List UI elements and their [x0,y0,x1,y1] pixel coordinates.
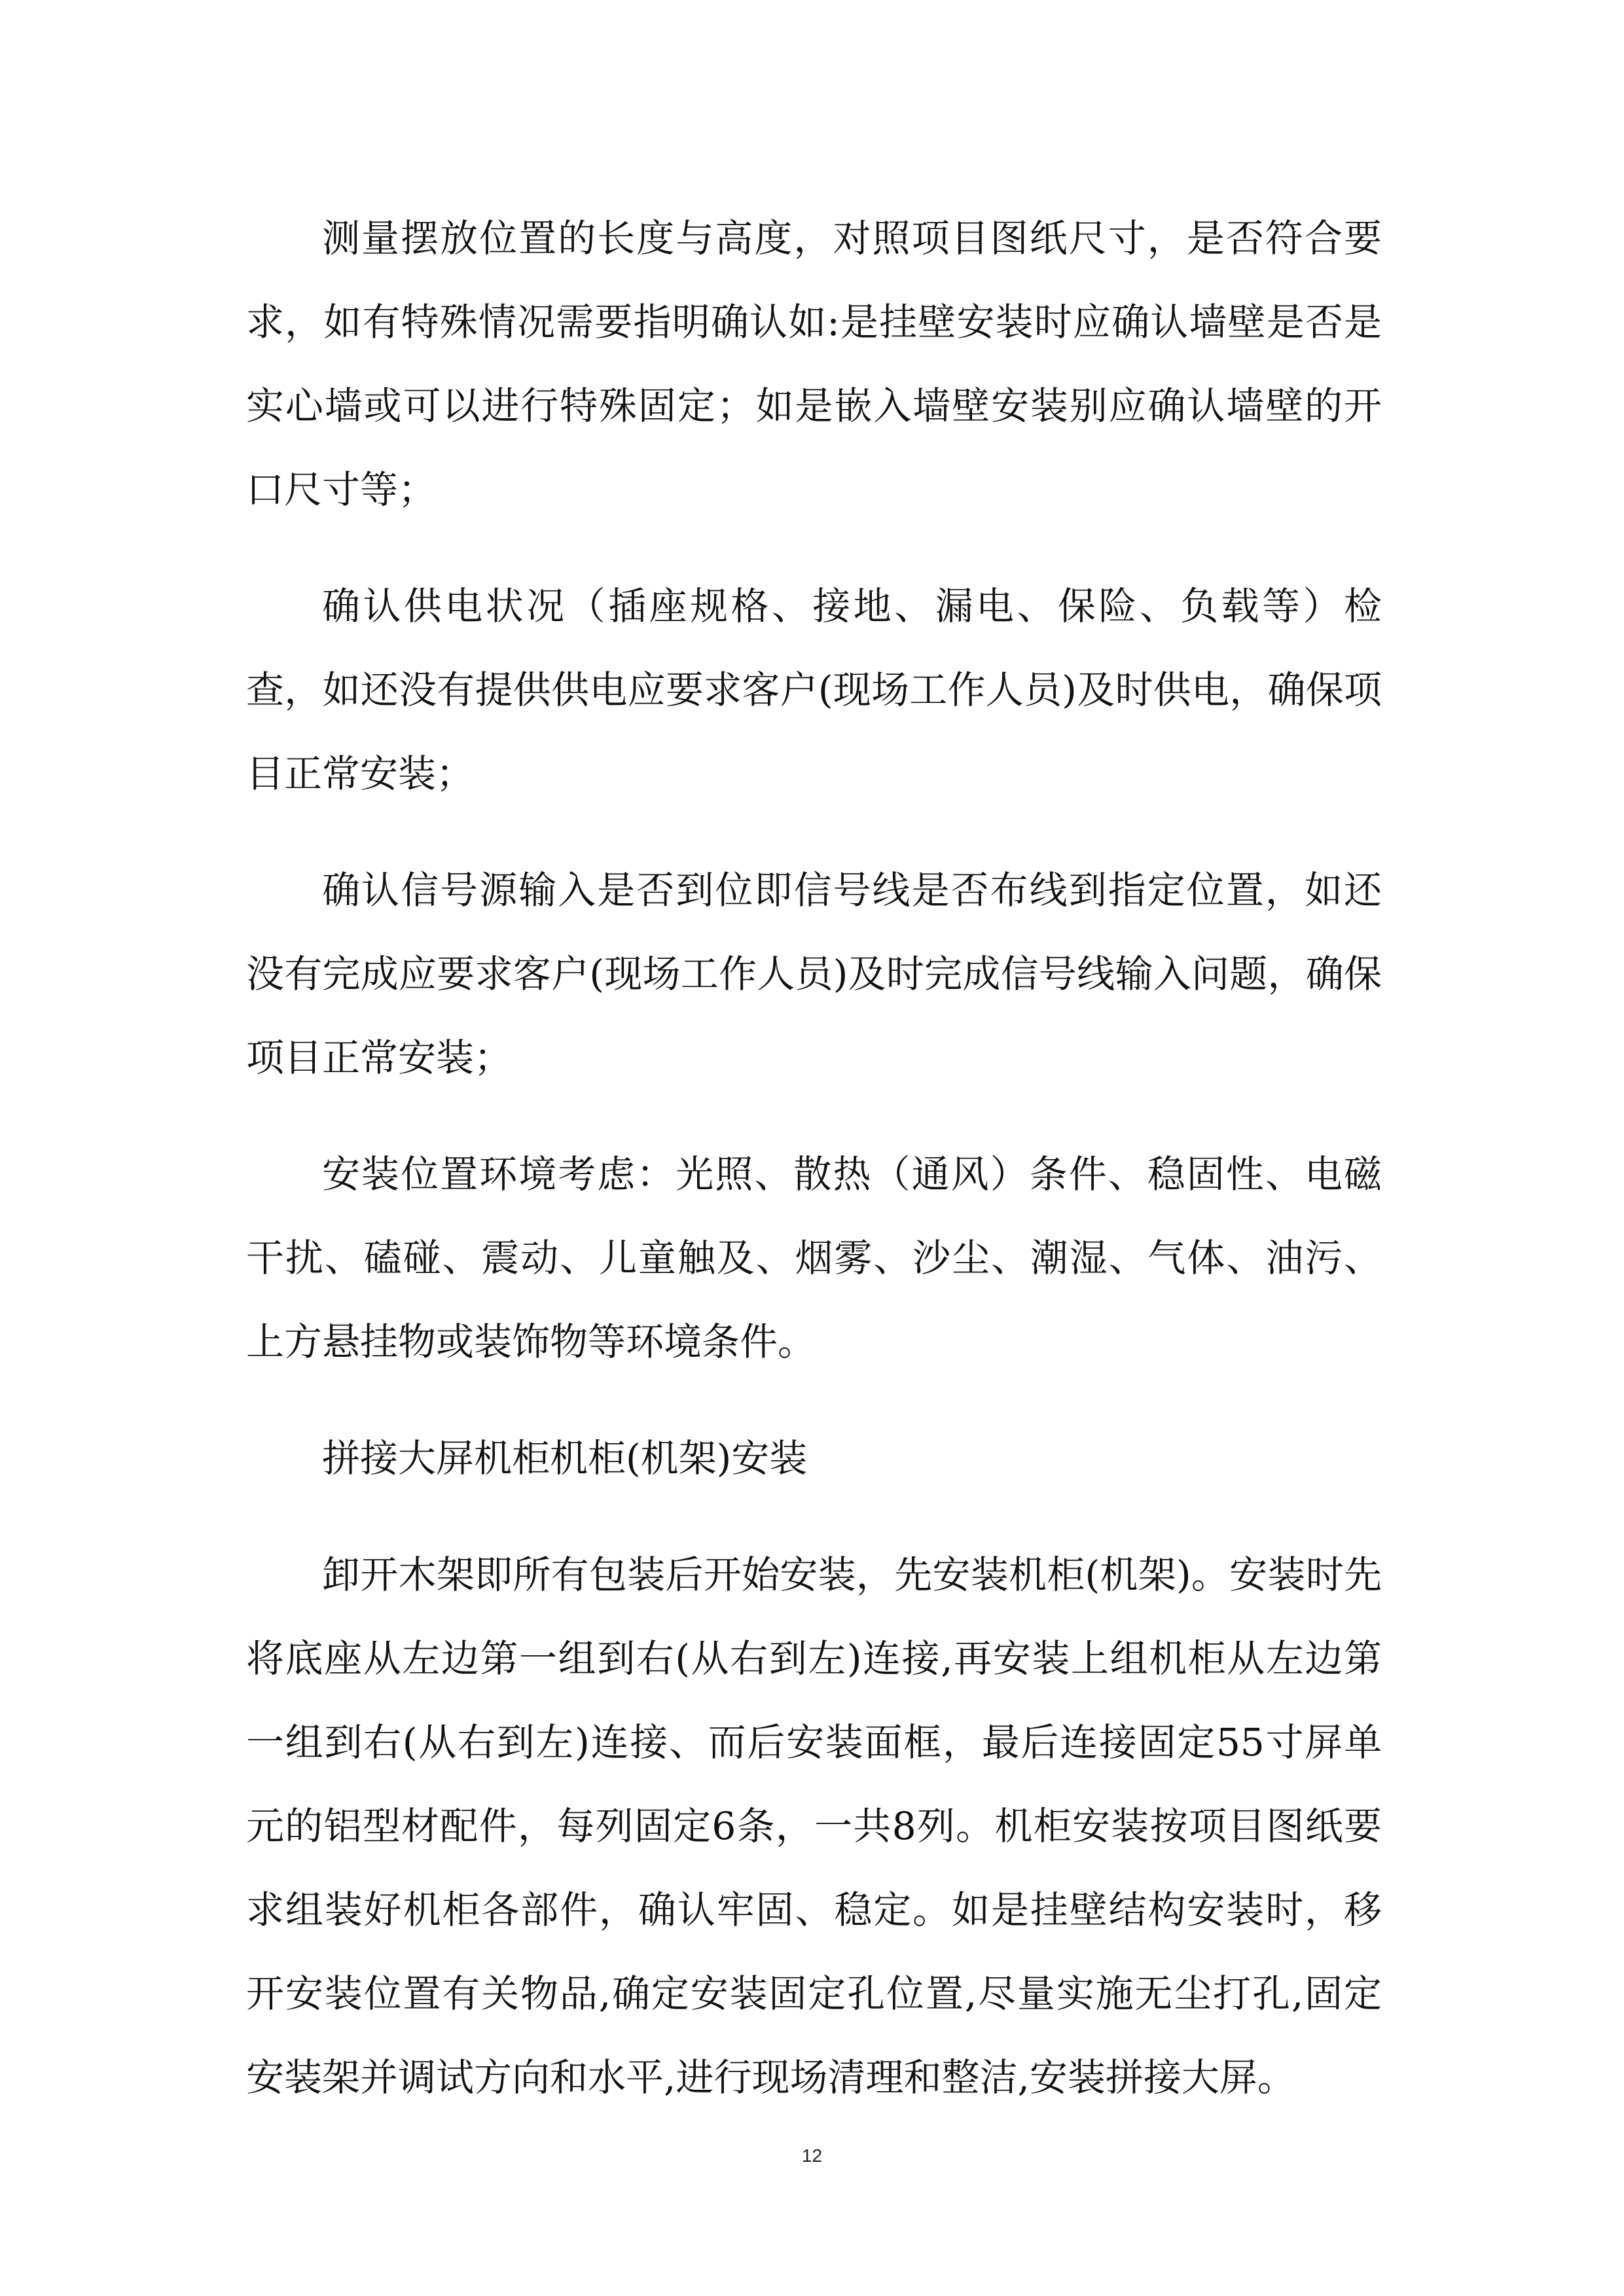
paragraph-power-supply: 确认供电状况（插座规格、接地、漏电、保险、负载等）检查，如还没有提供供电应要求客户(现场工作人员)及时供电，确保项目正常安装； [246,584,1382,796]
page-number: 12 [801,2145,823,2166]
paragraph-environment: 安装位置环境考虑：光照、散热（通风）条件、稳固性、电磁干扰、磕碰、震动、儿童触及、烟雾、沙尘、潮湿、气体、油污、上方悬挂物或装饰物等环境条件。 [246,1152,1382,1364]
paragraph-measure-position: 测量摆放位置的长度与高度，对照项目图纸尺寸，是否符合要求，如有特殊情况需要指明确认如:是挂壁安装时应确认墙壁是否是实心墙或可以进行特殊固定；如是嵌入墙壁安装别应确认墙壁的开口尺寸等； [246,216,1382,512]
section-heading-cabinet-install: 拼接大屏机柜机柜(机架)安装 [322,1436,808,1480]
paragraph-signal-source: 确认信号源输入是否到位即信号线是否布线到指定位置，如还没有完成应要求客户(现场工作人员)及时完成信号线输入问题，确保项目正常安装； [246,868,1382,1080]
document-body [246,196,1382,2152]
paragraph-cabinet-install: 卸开木架即所有包装后开始安装，先安装机柜(机架)。安装时先将底座从左边第一组到右(从右到左)连接,再安装上组机柜从左边第一组到右(从右到左)连接、而后安装面框，最后连接固定55寸屏单元的铝型材配件，每列固定6条，一共8列。机柜安装按项目图纸要求组装好机柜各部件，确认牢固、稳定。如是挂壁结构安装时，移开安装位置有关物品,确定安装固定孔位置,尽量实施无尘打孔,固定安装架并调试方向和水平,进行现场清理和整洁,安装拼接大屏。 [246,1552,1382,2100]
